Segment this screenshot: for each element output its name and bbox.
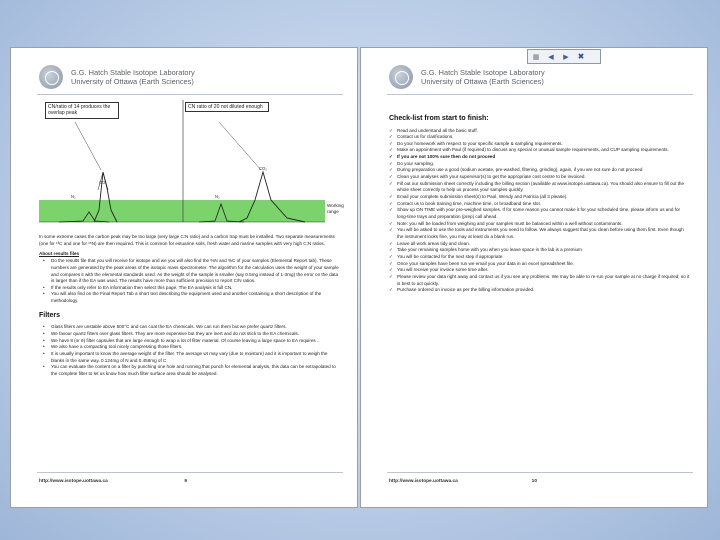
footer-rule <box>387 472 693 473</box>
checklist-item-text: During preparation use a good (sodium acetate, pre-washed, filtering, grinding), again, if you are not sure do not proceed <box>397 167 643 173</box>
checkmark-icon: ✓ <box>389 160 393 166</box>
right-body <box>389 114 691 294</box>
checklist-item <box>389 181 691 194</box>
list-item: • We also have a compacting tool nicely compressing those filters. <box>43 344 341 351</box>
checkmark-icon: ✓ <box>389 247 393 253</box>
checkmark-icon: ✓ <box>389 227 393 233</box>
checklist-item-text: Please review your data right away and contact us if you see any problems. We may be able to re-run your sample at no charge if required; so it is best to act quickly. <box>397 273 690 286</box>
list-item: • If the results only refer to EA information then select this page. The EA analysis is full CN. <box>43 285 341 292</box>
footer-url[interactable]: http://www.isotope.uottawa.ca <box>39 479 108 484</box>
lab-header <box>39 65 195 89</box>
checkmark-icon: ✓ <box>389 154 393 160</box>
working-range-label: Working range <box>327 203 344 214</box>
checklist <box>389 128 691 294</box>
label-co2-left: CO₂ <box>99 180 107 185</box>
filters-list <box>43 324 341 377</box>
about-results-heading: About results files <box>39 251 80 257</box>
checklist-item <box>389 128 691 135</box>
checklist-item-text: You will be asked to use the tools and instruments you need to follow. We always suggest that you clean before using them first. Even though the instrument looks fine, you may at least do a blank run. <box>397 227 684 239</box>
page-number: 10 <box>531 479 537 484</box>
list-item: • We favour quartz filters over glass filters. They are more expensive but they are inert and do not stick to the EA chemicals. <box>43 331 341 338</box>
checkmark-icon: ✓ <box>389 220 393 226</box>
checkmark-icon: ✓ <box>389 287 393 293</box>
checklist-item <box>389 201 691 208</box>
checklist-item <box>389 134 691 141</box>
chromatogram-svg <box>39 100 357 232</box>
checklist-item <box>389 221 691 228</box>
checkmark-icon: ✓ <box>389 207 393 213</box>
checklist-item-text: Fill out our submission sheet correctly including the billing section (available at www.isotope.uottawa.ca). You should also ensure to fill out the whole sheet correctly to help us process your samples quickly. <box>397 180 685 193</box>
checklist-item-text: Note: you will be loaded from weighing and your samples must be balanced within a well without contaminants. <box>397 220 623 226</box>
checklist-item-text: Once your samples have been run we email you your data in an excel spreadsheet file. <box>397 260 574 266</box>
checkmark-icon: ✓ <box>389 147 393 153</box>
checkmark-icon: ✓ <box>389 167 393 173</box>
list-item: • We have 8 (or 9) filter capsules that are large enough to wrap a lot of filter material. Of course leaving a large space to EA requires .. <box>43 338 341 345</box>
list-item: • Glass filters are unstable above 500°C and can coat the EA chemicals. We can run them but we prefer quartz filters. <box>43 324 341 331</box>
checklist-item-text: You will receive your invoice some time after. <box>397 267 489 273</box>
lab-name: G.G. Hatch Stable Isotope Laboratory <box>421 67 545 77</box>
checklist-item-text: Email your complete submission sheet(s) to Paul, Wendy and Patricia (all 3 please). <box>397 194 568 200</box>
footer-rule <box>37 472 343 473</box>
checklist-item-text: Make an appointment with Paul (if required) to discuss any special or unusual sample requirements, and CUP sampling requirements. <box>397 147 669 153</box>
checklist-item-text: Leave all work areas tidy and clean. <box>397 240 471 246</box>
intro-paragraph: In some extreme cases the carbon peak may be too large (very large C:N ratio) and a carbon trap must be installed. Two separate measurements (one for ¹³C and one for ¹⁵N) are then required. This is common for estuarine soils, fresh water and marine samples with very high C:N ratios. <box>39 234 335 246</box>
checklist-item <box>389 154 691 161</box>
label-n2-right: N₂ <box>215 194 220 199</box>
lab-affiliation: University of Ottawa (Earth Sciences) <box>71 77 194 86</box>
checklist-item <box>389 141 691 148</box>
lab-logo-icon <box>389 65 413 89</box>
checklist-item-text: Do your homework with respect to your specific sample & sampling requirements. <box>397 140 563 146</box>
filters-heading: Filters <box>39 311 61 319</box>
checklist-item <box>389 194 691 201</box>
lab-affiliation: University of Ottawa (Earth Sciences) <box>421 77 544 86</box>
checklist-item <box>389 207 691 220</box>
checklist-item <box>389 147 691 154</box>
lab-logo-icon <box>39 65 63 89</box>
checklist-item <box>389 274 691 287</box>
checklist-item <box>389 247 691 254</box>
lab-name: G.G. Hatch Stable Isotope Laboratory <box>71 67 195 77</box>
checkmark-icon: ✓ <box>389 267 393 273</box>
checklist-item-text: Show up ON TIME with your pre-weighed samples. If for some reason you cannot make it for your scheduled time, please inform us and for long-time trays and preparation (prep) call ahead. <box>397 207 681 220</box>
slide-toolbar <box>527 49 601 64</box>
checklist-item-text: Contact us to book training time, machine time, or broadband time slot. <box>397 200 542 206</box>
left-body <box>39 234 341 378</box>
checklist-item-text: Purchase ordered on invoice as per the billing information provided. <box>397 287 535 293</box>
page-number: 9 <box>184 479 187 484</box>
checkmark-icon: ✓ <box>389 174 393 180</box>
checkmark-icon: ✓ <box>389 127 393 133</box>
checklist-item <box>389 261 691 268</box>
checklist-item <box>389 241 691 248</box>
working-range-band <box>39 200 325 222</box>
checklist-item <box>389 254 691 261</box>
checklist-item-text: Read and understand all the basic stuff. <box>397 127 478 133</box>
checklist-item <box>389 287 691 294</box>
callout-not-diluted: CN ratio of 20 not diluted enough <box>185 102 269 112</box>
checklist-item-text: If you are not 100% sure then do not proceed <box>397 154 496 160</box>
list-item: • Do the results file that you will receive for isotope and we you will also find the %N and %C of your samples (Elemental Report tab). These numbers are generated by the peak areas of the isotopic mass spectrometer. The algorithm for the calculation uses the weight of your sample and compares it with the elemental standards used. As the weight of the sample is smaller (say 0.5mg instead of 1-3mg) the error on the data is larger than if the EA was used. The results have more than sufficient precision to report C/N ratios. <box>43 258 341 285</box>
footer-url[interactable]: http://www.isotope.uottawa.ca <box>389 479 458 484</box>
checkmark-icon: ✓ <box>389 200 393 206</box>
document-page-left <box>10 47 358 508</box>
checklist-item-text: Do your sampling. <box>397 160 435 166</box>
checklist-item-text: Clean your analyses with your supervisor(s) to get the appropriate cost centre to be invoiced. <box>397 174 586 180</box>
checkmark-icon: ✓ <box>389 253 393 259</box>
checkmark-icon: ✓ <box>389 240 393 246</box>
checklist-heading: Check-list from start to finish: <box>389 115 489 122</box>
back-arrow-icon[interactable]: ◀ <box>548 53 554 61</box>
checklist-item <box>389 174 691 181</box>
header-rule <box>387 94 693 95</box>
document-page-right <box>360 47 708 508</box>
checkmark-icon: ✓ <box>389 273 393 279</box>
checkmark-icon: ✓ <box>389 180 393 186</box>
list-item: • You can evaluate the content on a filter by punching one hole and running that punch for elemental analysis, this data can be extrapolated to the complete filter to let us know how much filter surface area should be analysed. <box>43 364 341 377</box>
chromatogram-figure <box>39 100 357 232</box>
checklist-item-text: Contact us for clarifications. <box>397 134 454 140</box>
checkmark-icon: ✓ <box>389 194 393 200</box>
checklist-item <box>389 167 691 174</box>
page-footer <box>389 478 687 485</box>
grid-icon[interactable]: ▦ <box>532 53 540 61</box>
close-icon[interactable]: ✖ <box>577 52 585 61</box>
lab-header <box>389 65 545 89</box>
checkmark-icon: ✓ <box>389 260 393 266</box>
forward-arrow-icon[interactable]: ▶ <box>563 53 569 61</box>
checklist-item-text: Take your remaining samples home with you when you leave space in the lab is a premium. <box>397 247 584 253</box>
label-n2-left: N₂ <box>71 194 76 199</box>
checklist-item <box>389 227 691 240</box>
label-co2-right: CO₂ <box>259 166 267 171</box>
callout-overlap: CN/ratio of 14 produces the overlap peak <box>45 102 119 119</box>
page-footer <box>39 478 337 485</box>
checkmark-icon: ✓ <box>389 140 393 146</box>
checkmark-icon: ✓ <box>389 134 393 140</box>
checklist-item <box>389 267 691 274</box>
list-item: • You will also find on the Final Report Tab a short text describing the equipment used and another containing a short description of the methodology. <box>43 291 341 304</box>
checklist-item-text: You will be contacted for the next step if appropriate. <box>397 253 504 259</box>
header-rule <box>37 94 343 95</box>
about-results-list <box>43 258 341 305</box>
list-item: • It is usually important to know the average weight of the filter. The average wt may vary (due to moisture) and it is important to weigh the blanks in the same way. 0.124mg of N and 0.458mg of C. <box>43 351 341 364</box>
checklist-item <box>389 161 691 168</box>
